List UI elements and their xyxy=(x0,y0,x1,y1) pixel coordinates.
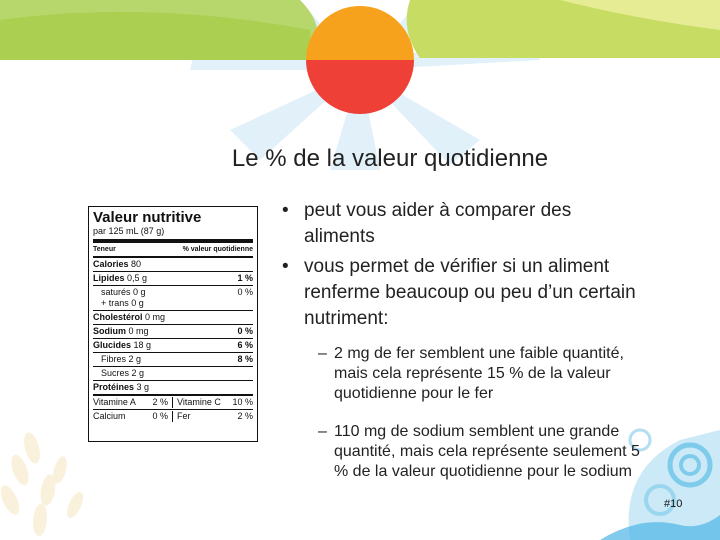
wheat-decoration xyxy=(0,431,86,537)
sucres-label: Sucres xyxy=(101,368,130,378)
sub-bullet-text: 110 mg de sodium semblent une grande quantité, mais cela représente seulement 5 % de la valeur quotidienne pour le sodium xyxy=(334,423,640,480)
sodium-amount: 0 mg xyxy=(128,326,149,336)
sub-bullet-text: 2 mg de fer semblent une faible quantité, mais cela représente 15 % de la valeur quotidienne pour le fer xyxy=(334,345,624,402)
fer-pct: 2 % xyxy=(237,411,253,421)
dash-glyph: – xyxy=(318,345,327,362)
proteines-row xyxy=(93,381,253,396)
nutrition-header-row xyxy=(93,243,253,258)
sub-bullet-item xyxy=(318,344,648,404)
lipides-amount: 0,5 g xyxy=(127,273,148,283)
vitamin-c-pct: 10 % xyxy=(232,397,253,407)
calcium-label: Calcium xyxy=(93,411,126,421)
cholesterol-row xyxy=(93,311,253,325)
dash-glyph: – xyxy=(318,423,327,440)
calories-row xyxy=(93,258,253,272)
vitamin-a-pct: 2 % xyxy=(152,397,168,407)
glucides-amount: 18 g xyxy=(133,340,152,350)
sub-bullet-list xyxy=(318,344,648,500)
bullet-text: peut vous aider à comparer des aliments xyxy=(304,200,572,247)
lipides-label: Lipides xyxy=(93,273,125,283)
fibres-row xyxy=(93,353,253,367)
nutrition-facts-label xyxy=(88,206,258,442)
lipides-pct: 1 % xyxy=(237,273,253,283)
glucides-label: Glucides xyxy=(93,340,132,350)
sodium-row xyxy=(93,325,253,339)
fer-label: Fer xyxy=(177,411,191,421)
calories-value: 80 xyxy=(131,259,142,269)
calories-label: Calories xyxy=(93,259,129,269)
bullet-item xyxy=(282,198,642,250)
proteines-amount: 3 g xyxy=(136,382,150,392)
bullet-item xyxy=(282,254,642,332)
sodium-label: Sodium xyxy=(93,326,126,336)
bullet-glyph: • xyxy=(282,200,289,221)
cholesterol-label: Cholestérol xyxy=(93,312,143,322)
nutrition-col-right: % valeur quotidienne xyxy=(182,246,253,253)
proteines-label: Protéines xyxy=(93,382,135,392)
vitamin-c-label: Vitamine C xyxy=(177,397,221,407)
slide-number: #10 xyxy=(664,498,683,510)
vitamin-a-label: Vitamine A xyxy=(93,397,136,407)
fibres-amount: 2 g xyxy=(128,354,142,364)
sucres-row xyxy=(93,367,253,381)
bullet-text: vous permet de vérifier si un aliment renferme beaucoup ou peu d’un certain nutriment: xyxy=(304,256,636,329)
slide-title: Le % de la valeur quotidienne xyxy=(231,145,549,172)
satures-trans-row xyxy=(93,286,253,311)
satures-label: saturés 0 g xyxy=(101,287,146,297)
nutrition-title: Valeur nutritive xyxy=(93,209,202,226)
fibres-label: Fibres xyxy=(101,354,127,364)
minerals-row xyxy=(93,410,253,423)
nutrition-col-left: Teneur xyxy=(93,246,116,253)
lipides-row xyxy=(93,272,253,286)
glucides-pct: 6 % xyxy=(237,340,253,350)
trans-label: + trans 0 g xyxy=(101,298,144,308)
bullet-glyph: • xyxy=(282,256,289,277)
fibres-pct: 8 % xyxy=(237,354,253,364)
vitamins-row xyxy=(93,396,253,410)
sodium-pct: 0 % xyxy=(237,326,253,336)
glucides-row xyxy=(93,339,253,353)
satures-pct: 0 % xyxy=(237,287,253,297)
cholesterol-amount: 0 mg xyxy=(145,312,166,322)
sub-bullet-item xyxy=(318,422,648,482)
sun-top-orange xyxy=(306,6,414,60)
calcium-pct: 0 % xyxy=(152,411,168,421)
sucres-amount: 2 g xyxy=(131,368,145,378)
bullet-list xyxy=(282,198,642,336)
nutrition-serving: par 125 mL (87 g) xyxy=(93,226,253,243)
